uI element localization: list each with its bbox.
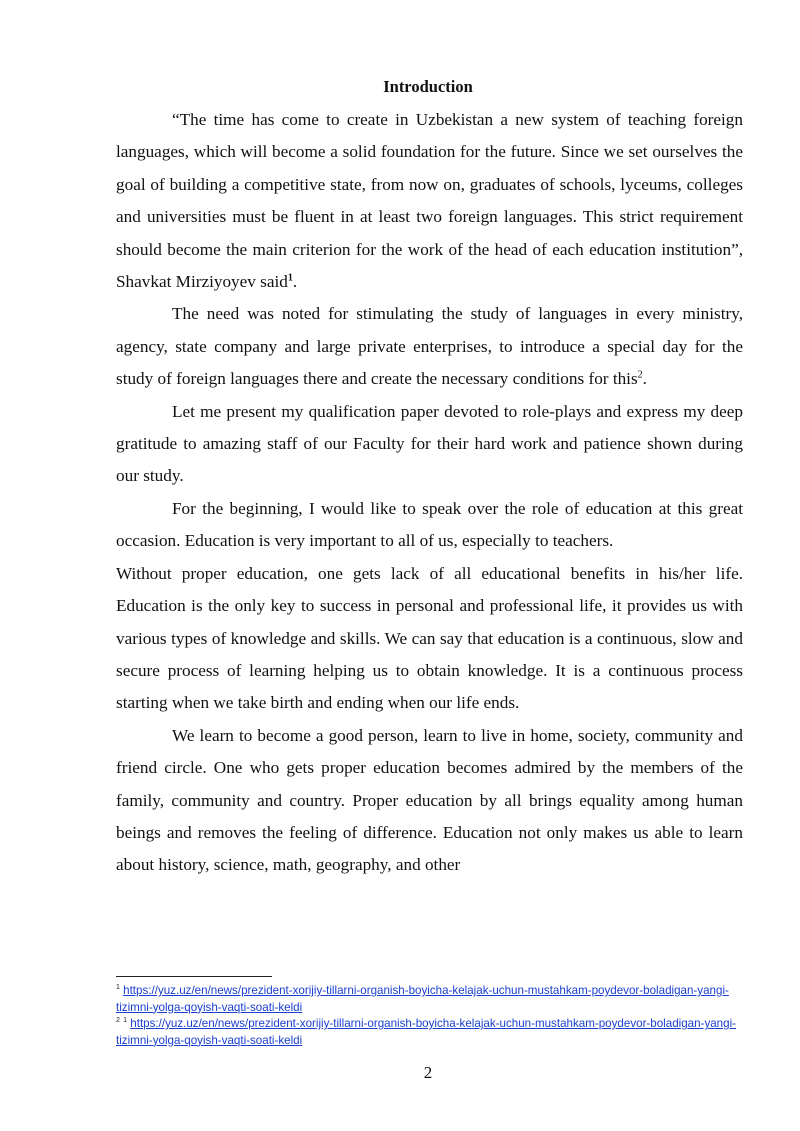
footnote-1 — [116, 983, 756, 1016]
paragraph-end: . — [292, 272, 298, 292]
footnote-marker: 1 — [287, 272, 293, 284]
footnote-divider — [116, 976, 272, 977]
paragraph-education-body: Without proper education, one gets lack of all educational benefits in his/her life. Education is the only key to success in personal and professional life, it provides us with various types of knowledge and skills. We can say that education is a continuous, slow and secure process of learning helping us to obtain knowledge. It is a continuous process starting when we take birth and ending when our life ends. — [116, 563, 743, 713]
section-title: Introduction — [383, 77, 473, 96]
footnote-2 — [116, 1016, 756, 1049]
paragraph-learn: We learn to become a good person, learn to live in home, society, community and friend circle. One who gets proper education becomes admired by the members of the family, community and country. Proper education by all brings equality among human beings and removes the feeling of difference. Education not only makes us able to learn about history, science, math, geography, and other — [116, 725, 743, 875]
footnote-number: 1 — [116, 984, 120, 992]
paragraph-text: The need was noted for stimulating the study of languages in every ministry, agency, state company and large private enterprises, to introduce a special day for the study of foreign languages there and create the necessary conditions for this — [116, 304, 743, 389]
footnote-number: 2 — [116, 1017, 120, 1025]
paragraph-education-intro: For the beginning, I would like to speak over the role of education at this great occasion. Education is very important to all of us, especially to teachers. — [116, 498, 743, 551]
paragraph-end: . — [642, 369, 647, 389]
footnote-link[interactable]: https://yuz.uz/en/news/prezident-xorijiy-tillarni-organish-boyicha-kelajak-uchun-mustahkam-poydevor-boladigan-yangi-tizimni-yolga-qoyish-vaqti-soati-keldi — [116, 984, 729, 1014]
body-text — [116, 104, 743, 882]
footnotes — [116, 983, 756, 1049]
footnote-sub-number: 1 — [123, 1017, 128, 1025]
page-number: 2 — [423, 1063, 433, 1082]
footnote-link[interactable]: https://yuz.uz/en/news/prezident-xorijiy-tillarni-organish-boyicha-kelajak-uchun-mustahkam-poydevor-boladigan-yangi-tizimni-yolga-qoyish-vaqti-soati-keldi — [116, 1017, 737, 1047]
paragraph-text: “The time has come to create in Uzbekistan a new system of teaching foreign languages, which will become a solid foundation for the future. Since we set ourselves the goal of building a competitive state, from now on, graduates of schools, lyceums, colleges and universities must be fluent in at least two foreign languages. This strict requirement should become the main criterion for the work of the head of each education institution”, Shavkat Mirziyoyev said — [116, 110, 743, 292]
paragraph-gratitude: Let me present my qualification paper devoted to role-plays and express my deep gratitude to amazing staff of our Faculty for their hard work and patience shown during our study. — [116, 401, 743, 486]
footnote-marker: 2 — [637, 369, 643, 381]
paragraph-quote — [116, 104, 743, 298]
paragraph-need — [116, 298, 743, 395]
